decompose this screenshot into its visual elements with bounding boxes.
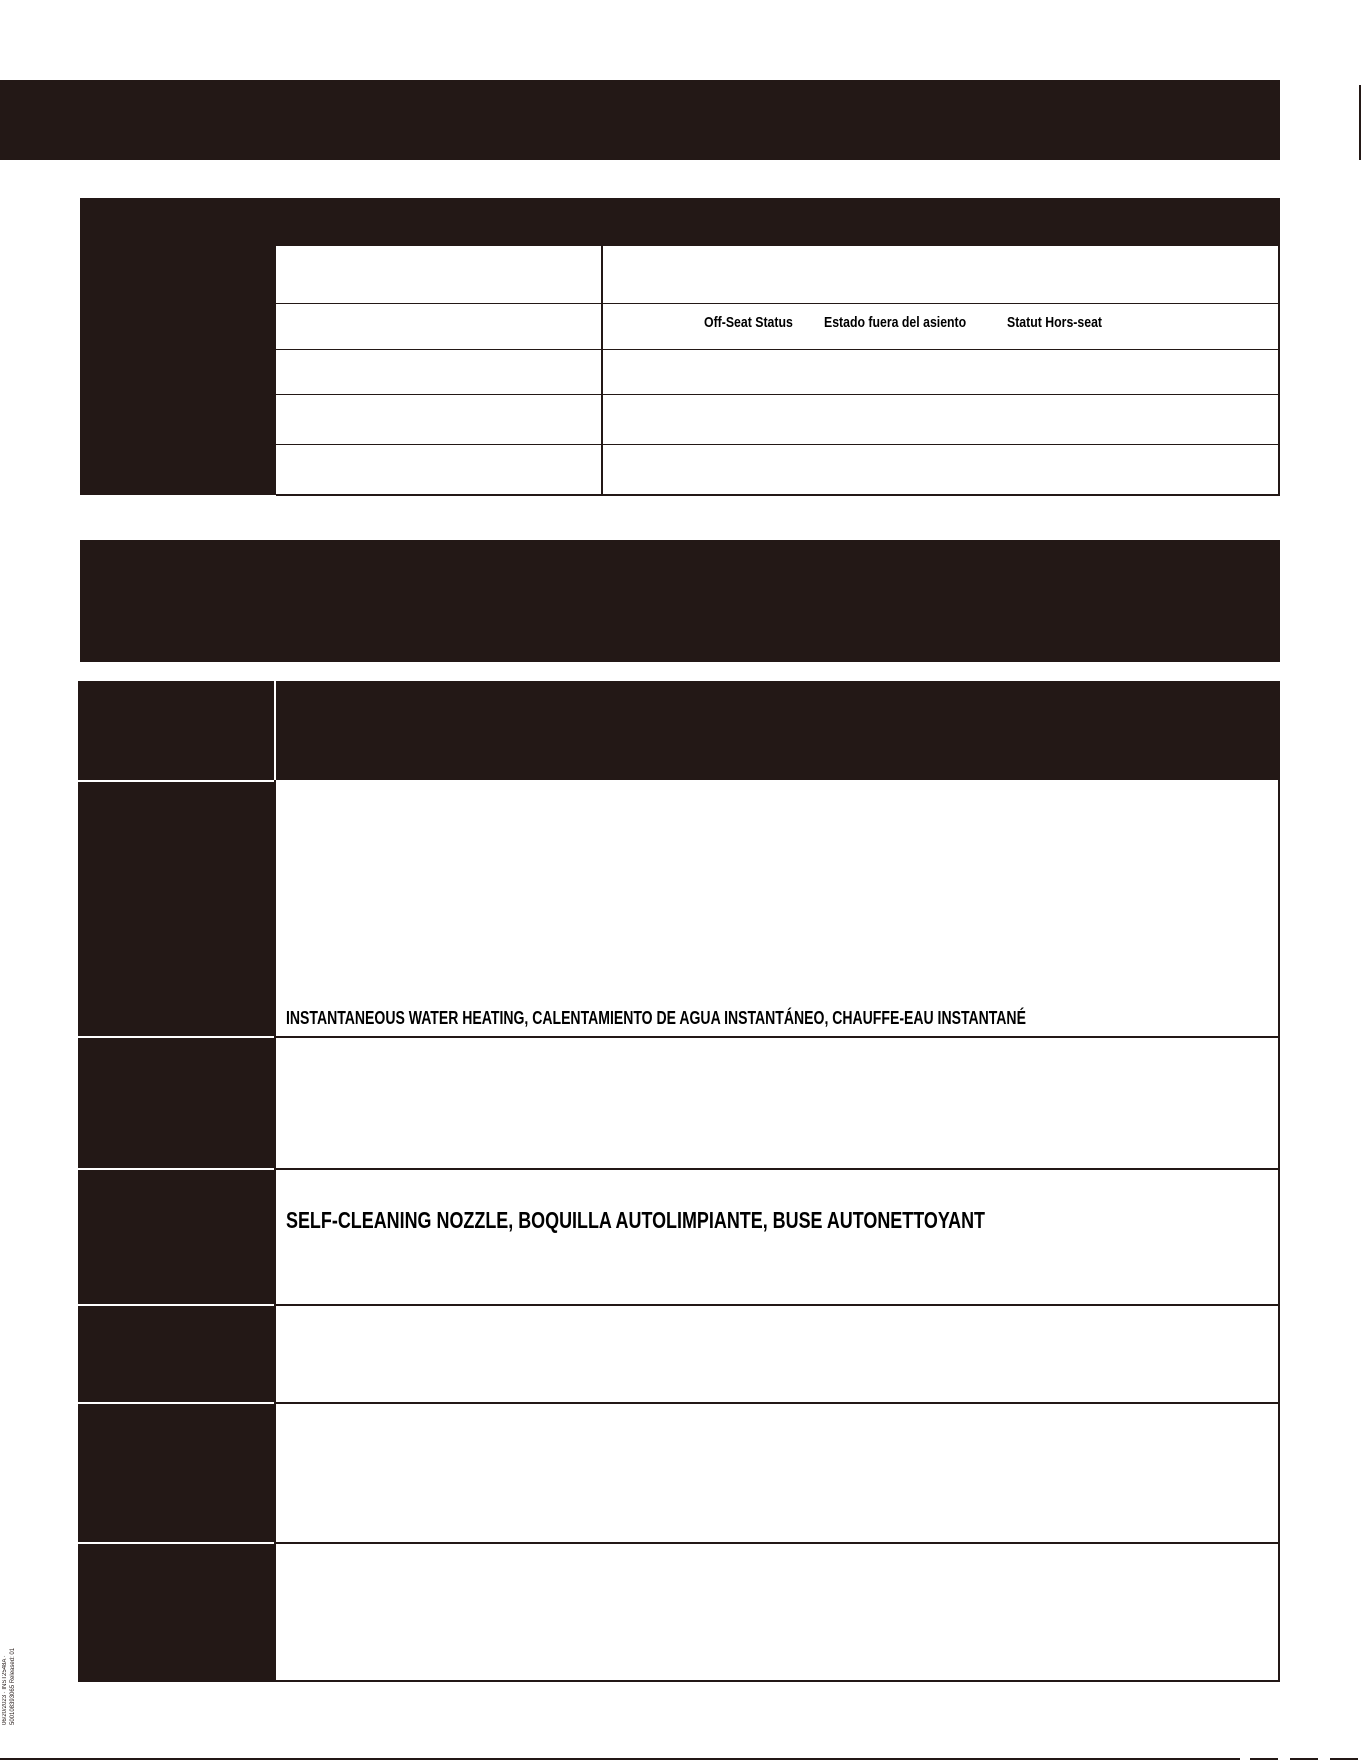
print-code [1,1645,23,1725]
feature-water-heating-text: INSTANTANEOUS WATER HEATING, CALENTAMIENTO DE AGUA INSTANTÁNEO, CHAUFFE-EAU INSTANTANÉ [286,1008,1026,1028]
status-value-en: Off-Seat Status [704,314,793,331]
print-code-text: 06/20/2023 · INST2548A · 500108393065 [2,1655,16,1725]
status-table-side [80,198,276,495]
features-right-border [1278,780,1280,1682]
features-header-text-cell [276,681,1280,780]
header-bar [0,80,1280,160]
status-row-divider [276,444,1280,445]
status-column-divider [601,246,603,496]
features-header-label-cell [78,681,274,780]
feature-row-divider [274,1168,1280,1170]
status-row-divider [276,349,1280,350]
status-row-divider [276,494,1280,496]
feature-label-cell [78,782,274,1036]
bottom-tick [1250,1758,1278,1760]
bottom-tick [1290,1758,1318,1760]
status-value-es: Estado fuera del asiento [824,314,967,331]
bottom-tick [1330,1758,1358,1760]
feature-label-cell [78,1544,274,1682]
status-row-divider [276,394,1280,395]
revision-text: Released: 01 [10,1647,16,1684]
feature-row-divider [274,1402,1280,1404]
bottom-rule [0,1758,1240,1760]
feature-row-divider [274,1036,1280,1038]
feature-row-divider [78,1680,1280,1682]
feature-label-cell [78,1038,274,1168]
features-text-column-edge [274,780,276,1682]
feature-row-divider [274,1304,1280,1306]
feature-label-cell [78,1170,274,1304]
feature-row-divider [274,1542,1280,1544]
status-row-divider [276,303,1280,304]
feature-label-cell [78,1404,274,1542]
feature-nozzle-text: SELF-CLEANING NOZZLE, BOQUILLA AUTOLIMPIANTE, BUSE AUTONETTOYANT [286,1207,986,1233]
features-banner [80,540,1280,662]
status-right-border [1278,246,1280,496]
feature-label-cell [78,1306,274,1402]
status-value-fr: Statut Hors-seat [1007,314,1103,331]
